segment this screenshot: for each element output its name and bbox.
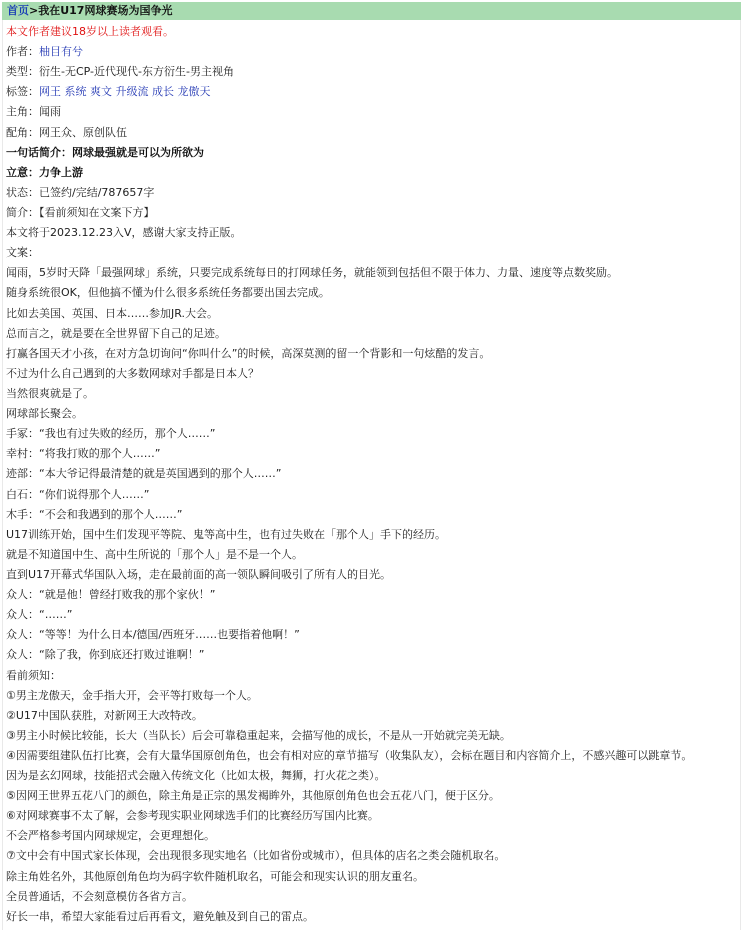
synopsis-line: 众人：“等等！为什么日本/德国/西班牙……也要指着他啊！”	[6, 628, 300, 642]
synopsis-line: 不过为什么自己遇到的大多数网球对手都是日本人？	[6, 366, 259, 380]
synopsis-line: 众人：“就是他！曾经打败我的那个家伙！”	[6, 588, 216, 602]
one-line-summary: 一句话简介：网球最强就是可以为所欲为	[6, 145, 204, 159]
support-value: 网王众、原创队伍	[39, 125, 127, 139]
synopsis-line: 好长一串，希望大家能看过后再看文，避免触及到自己的雷点。	[6, 909, 314, 923]
synopsis-line: ②U17中国队获胜，对新网王大改特改。	[6, 708, 203, 722]
synopsis-line: ⑥对网球赛事不太了解，会参考现实职业网球选手们的比赛经历写国内比赛。	[6, 809, 379, 823]
synopsis-line: 本文将于2023.12.23入V，感谢大家支持正版。	[6, 226, 242, 240]
synopsis-line: 众人：“……”	[6, 608, 73, 622]
lead-value: 闻雨	[39, 105, 61, 119]
intro-label: 简介：	[6, 205, 39, 219]
tag-link[interactable]: 龙傲天	[177, 85, 211, 99]
breadcrumb-home-link[interactable]: 首页	[7, 4, 29, 17]
synopsis-line: 就是不知道国中生、高中生所说的「那个人」是不是一个人。	[6, 547, 303, 561]
breadcrumb	[2, 2, 741, 20]
synopsis-line: ④因需要组建队伍打比赛，会有大量华国原创角色，也会有相对应的章节描写（收集队友），会标在题目和内容简介上，不感兴趣可以跳章节。	[6, 748, 693, 762]
synopsis-line: 打赢各国天才小孩，在对方急切询问“你叫什么”的时候，高深莫测的留一个背影和一句炫酷的发言。	[6, 346, 491, 360]
synopsis-line: 比如去美国、英国、日本……参加JR.大会。	[6, 306, 218, 320]
tags-row	[6, 82, 734, 102]
tag-link[interactable]: 爽文	[90, 85, 112, 99]
novel-info	[6, 22, 734, 927]
synopsis-line: ③男主小时候比较能，长大（当队长）后会可靠稳重起来，会描写他的成长，不是从一开始就完美无缺。	[6, 728, 511, 742]
type-value: 衍生-无CP-近代现代-东方衍生-男主视角	[39, 65, 234, 79]
synopsis-line: 网球部长聚会。	[6, 407, 83, 421]
synopsis-line: 总而言之，就是要在全世界留下自己的足迹。	[6, 326, 226, 340]
intro-row	[6, 203, 734, 223]
synopsis-line: 文案：	[6, 246, 39, 260]
synopsis-text	[6, 223, 734, 927]
status-label: 状态：	[6, 185, 39, 199]
type-label: 类型：	[6, 65, 39, 79]
synopsis-line: 手冢：“我也有过失败的经历，那个人……”	[6, 427, 216, 441]
synopsis-line: 众人：“除了我，你到底还打败过谁啊！”	[6, 648, 205, 662]
support-label: 配角：	[6, 125, 39, 139]
theme: 立意：力争上游	[6, 165, 83, 179]
type-row	[6, 62, 734, 82]
synopsis-line: 随身系统很OK，但他搞不懂为什么很多系统任务都要出国去完成。	[6, 286, 330, 300]
breadcrumb-separator: >	[29, 4, 39, 17]
author-link[interactable]: 柚目有兮	[39, 45, 83, 59]
synopsis-line: 幸村：“将我打败的那个人……”	[6, 447, 161, 461]
tag-link[interactable]: 升级流	[115, 85, 149, 99]
synopsis-line: 直到U17开幕式华国队入场，走在最前面的高一领队瞬间吸引了所有人的目光。	[6, 567, 392, 581]
synopsis-line: 闻雨，5岁时天降「最强网球」系统，只要完成系统每日的打网球任务，就能领到包括但不限于体力、力量、速度等点数奖励。	[6, 266, 618, 280]
synopsis-line: ①男主龙傲天，金手指大开，会平等打败每一个人。	[6, 688, 258, 702]
synopsis-line: 除主角姓名外，其他原创角色均为码字软件随机取名，可能会和现实认识的朋友重名。	[6, 869, 424, 883]
synopsis-line: 白石：“你们说得那个人……”	[6, 487, 150, 501]
page-title: 我在U17网球赛场为国争光	[38, 4, 173, 17]
synopsis-line: 不会严格参考国内网球规定，会更理想化。	[6, 829, 215, 843]
status-value: 已签约/完结/787657字	[39, 185, 155, 199]
tag-link[interactable]: 网王	[39, 85, 61, 99]
status-row	[6, 183, 734, 203]
tag-link[interactable]: 成长	[152, 85, 174, 99]
author-row	[6, 42, 734, 62]
lead-row	[6, 102, 734, 122]
synopsis-line: 当然很爽就是了。	[6, 386, 94, 400]
synopsis-line: 看前须知：	[6, 668, 61, 682]
synopsis-line: 木手：“不会和我遇到的那个人……”	[6, 507, 183, 521]
intro-value: 【看前须知在文案下方】	[39, 205, 155, 219]
synopsis-line: ⑦文中会有中国式家长体现，会出现很多现实地名（比如省份或城市），但具体的店名之类会随机取名。	[6, 849, 506, 863]
tags-label: 标签：	[6, 85, 39, 99]
lead-label: 主角：	[6, 105, 39, 119]
support-row	[6, 123, 734, 143]
synopsis-line: 因为是玄幻网球，技能招式会融入传统文化（比如太极，舞狮，打火花之类）。	[6, 769, 386, 783]
age-notice: 本文作者建议18岁以上读者观看。	[6, 25, 174, 38]
synopsis-line: 全员普通话，不会刻意模仿各省方言。	[6, 889, 193, 903]
author-label: 作者：	[6, 45, 39, 59]
synopsis-line: 迹部：“本大爷记得最清楚的就是英国遇到的那个人……”	[6, 467, 282, 481]
synopsis-line: U17训练开始，国中生们发现平等院、鬼等高中生，也有过失败在「那个人」手下的经历。	[6, 527, 447, 541]
synopsis-line: ⑤因网王世界五花八门的颜色，除主角是正宗的黑发褐眸外，其他原创角色也会五花八门，便于区分。	[6, 789, 500, 803]
tag-link[interactable]: 系统	[64, 85, 87, 99]
